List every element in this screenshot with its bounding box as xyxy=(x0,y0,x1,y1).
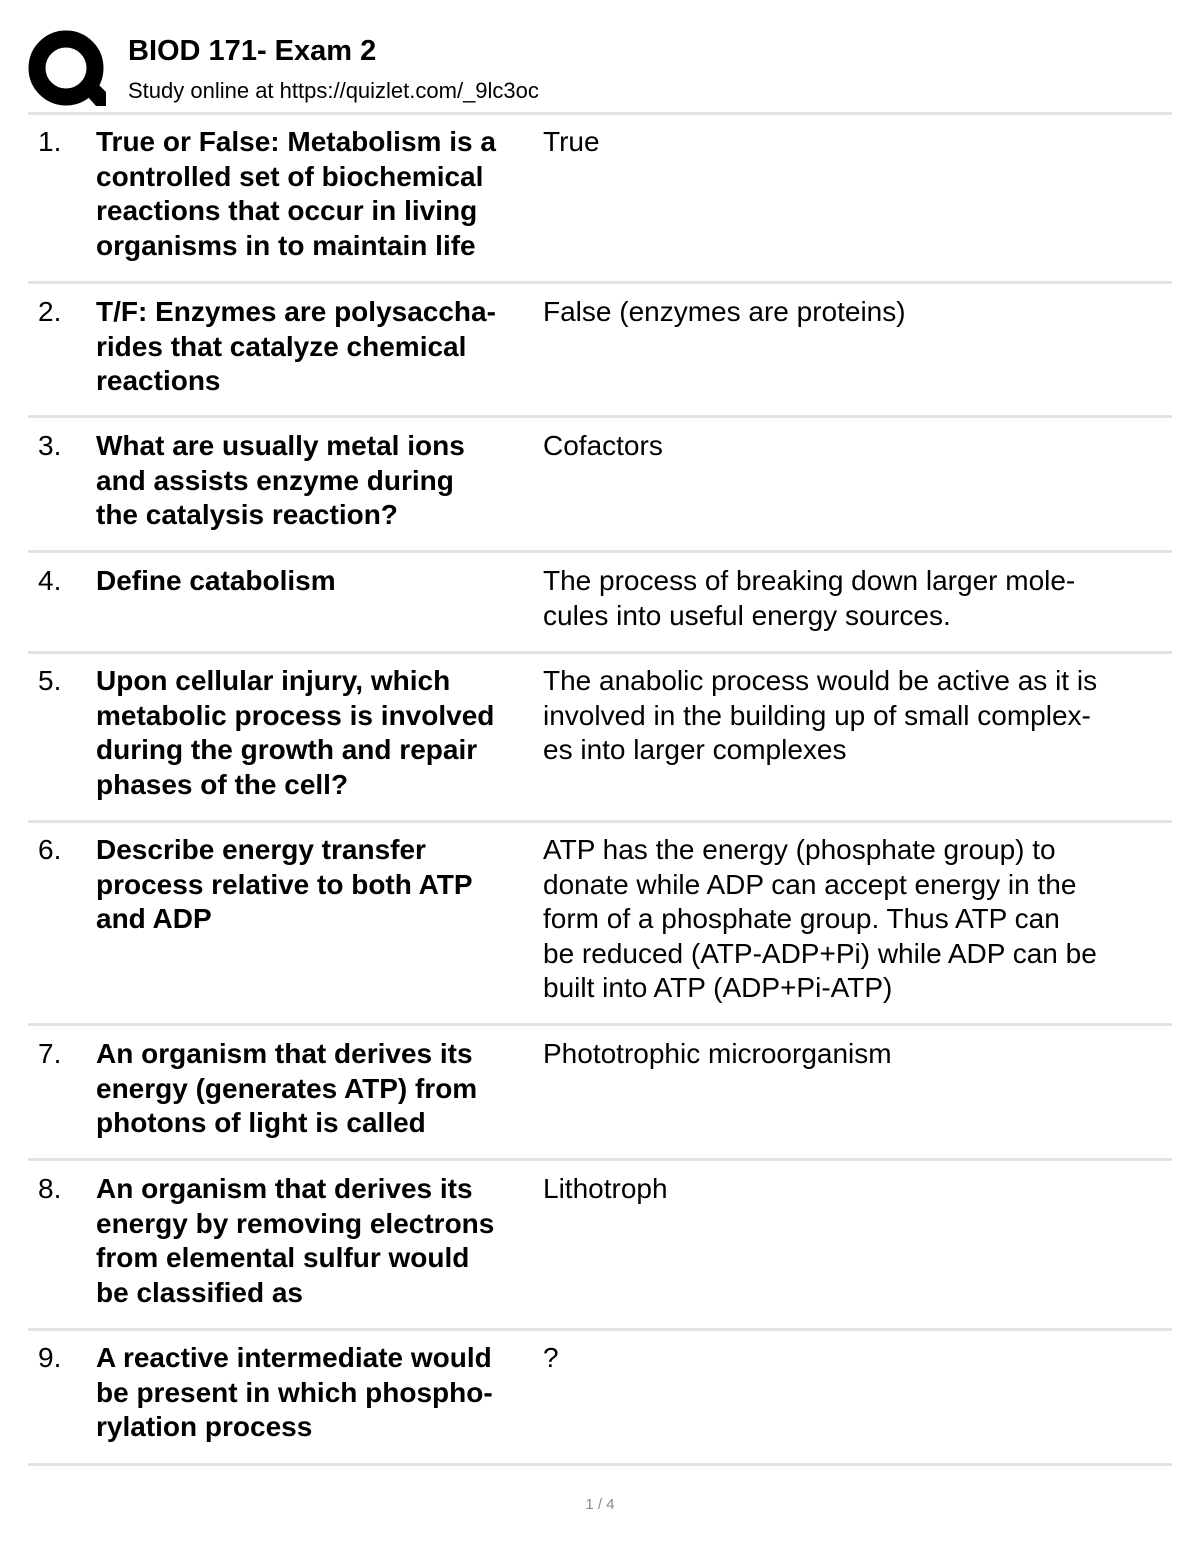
card-term: A reactive intermediate would be present in which phospho- rylation process xyxy=(96,1342,493,1442)
card-term: T/F: Enzymes are polysaccha- rides that catalyze chemical reactions xyxy=(96,296,496,396)
card-term: Describe energy transfer process relative to both ATP and ADP xyxy=(96,834,473,934)
card-term: Define catabolism xyxy=(96,565,336,596)
card-definition: Cofactors xyxy=(543,430,663,461)
card-definition: True xyxy=(543,126,600,157)
card-term: An organism that derives its energy by removing electrons from elemental sulfur would be classified as xyxy=(96,1173,495,1308)
card-number: 2. xyxy=(38,296,62,327)
quizlet-logo-icon xyxy=(28,30,106,108)
divider xyxy=(28,1463,1172,1466)
divider xyxy=(28,1328,1172,1331)
card-definition: ? xyxy=(543,1342,559,1373)
divider xyxy=(28,415,1172,418)
card-number: 4. xyxy=(38,565,62,596)
card-definition: Lithotroph xyxy=(543,1173,668,1204)
card-definition: The process of breaking down larger mole- cules into useful energy sources. xyxy=(543,565,1076,631)
card-definition: Phototrophic microorganism xyxy=(543,1038,892,1069)
card-definition: The anabolic process would be active as it is involved in the building up of small complex- es into larger complexes xyxy=(543,665,1098,765)
divider xyxy=(28,112,1172,115)
card-definition: ATP has the energy (phosphate group) to donate while ADP can accept energy in the form of a phosphate group. Thus ATP can be reduced (ATP-ADP+Pi) while ADP can be built into ATP (ADP+Pi-ATP) xyxy=(543,834,1097,1003)
divider xyxy=(28,651,1172,654)
divider xyxy=(28,281,1172,284)
card-number: 6. xyxy=(38,834,62,865)
card-definition: False (enzymes are proteins) xyxy=(543,296,906,327)
divider xyxy=(28,1023,1172,1026)
card-term: True or False: Metabolism is a controlled set of biochemical reactions that occur in living organisms in to maintain life xyxy=(96,126,496,261)
page-number: 1 / 4 xyxy=(585,1496,615,1513)
card-number: 1. xyxy=(38,126,62,157)
document-title: BIOD 171- Exam 2 xyxy=(128,35,377,67)
divider xyxy=(28,550,1172,553)
card-number: 5. xyxy=(38,665,62,696)
card-number: 3. xyxy=(38,430,62,461)
divider xyxy=(28,1158,1172,1161)
card-number: 7. xyxy=(38,1038,62,1069)
card-number: 8. xyxy=(38,1173,62,1204)
study-online-link[interactable]: Study online at https://quizlet.com/_9lc3oc xyxy=(128,78,539,103)
divider xyxy=(28,820,1172,823)
card-term: Upon cellular injury, which metabolic process is involved during the growth and repair phases of the cell? xyxy=(96,665,495,800)
card-number: 9. xyxy=(38,1342,62,1373)
page-header xyxy=(28,28,1172,108)
card-term: What are usually metal ions and assists enzyme during the catalysis reaction? xyxy=(96,430,465,530)
card-term: An organism that derives its energy (generates ATP) from photons of light is called xyxy=(96,1038,478,1138)
